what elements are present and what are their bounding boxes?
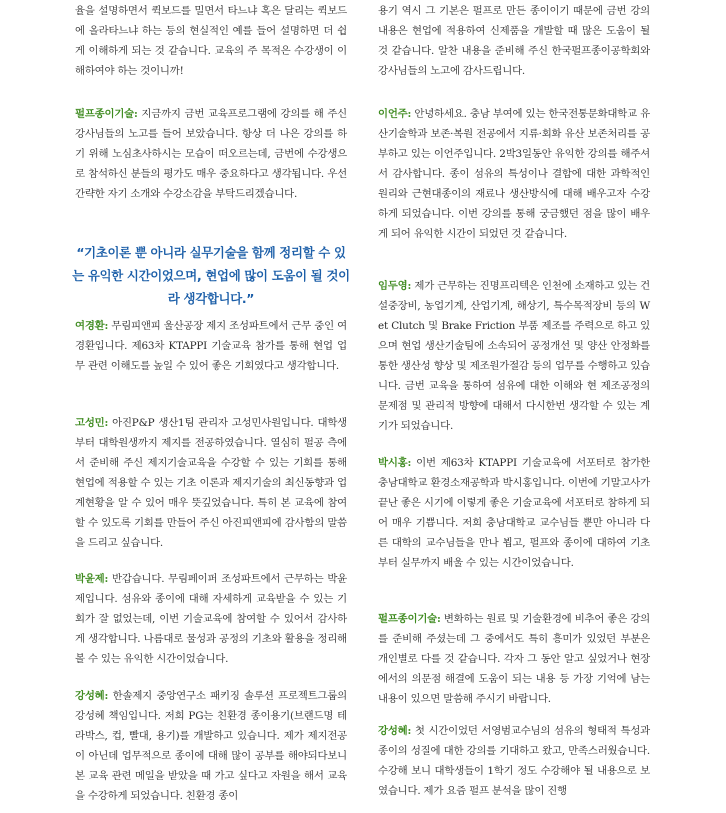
speech-text: 한솔제지 중앙연구소 패키징 솔루션 프로젝트그룹의 강성혜 책임입니다. 저희 PG는 친환경 종이용기(브랜드명 테라박스, 컵, 빨대, 용기)를 개발하고 있습니다. 제가 제지전공이 아닌데 업무적으로 종이에 대해 많이 공부를 해야되다보니 본 교육 관련 메일을 받았을 때 가고 싶다고 자원을 해서 교육을 수강하게 되었습니다. 친환경 종이 — [75, 690, 347, 802]
speaker-name: 여경환: — [75, 320, 109, 332]
right-paragraph-lim — [378, 276, 650, 436]
speaker-name: 펄프종이기술: — [75, 108, 138, 120]
left-paragraph-go — [75, 413, 347, 553]
left-paragraph-intro: 율을 설명하면서 퀵보드를 밀면서 타느냐 혹은 달리는 퀵보드에 올라타느냐 하는 등의 현실적인 예를 들어 설명하면 더 쉽게 이해하게 되는 것 같습니다. 교육의 주 목적은 수강생이 이해하여야 하는 것이니까! — [75, 5, 347, 77]
speaker-name: 임두영: — [378, 280, 412, 292]
right-paragraph-lee — [378, 104, 650, 244]
speech-text: 무림피앤피 울산공장 제지 조성파트에서 근무 중인 여경환입니다. 제63차 KTAPPI 기술교육 참가를 통해 현업 업무 관련 이해도를 높일 수 있어 좋은 기회였다고 생각합니다. — [75, 320, 347, 372]
right-paragraph-intro: 용기 역시 그 기본은 펄프로 만든 종이이기 때문에 금번 강의내용은 현업에 적용하여 신제품을 개발할 때 많은 도움이 될 것 같습니다. 알찬 내용을 준비해 주신 한국펄프종이공학회와 강사님들의 노고에 감사드립니다. — [378, 5, 650, 77]
left-paragraph-yeo — [75, 316, 347, 376]
speaker-name: 강성혜: — [378, 725, 412, 737]
speech-text: 반갑습니다. 무림페이퍼 조성파트에서 근무하는 박윤제입니다. 섬유와 종이에 대해 자세하게 교육받을 수 있는 기회가 잘 없었는데, 이번 기술교육에 참여할 수 있어서 감사하게 생각합니다. 나름대로 물성과 공정의 기초와 활용을 정리해 볼 수 있는 유익한 시간이었습니다. — [75, 573, 347, 665]
speaker-name: 고성민: — [75, 417, 109, 429]
speech-text: 안녕하세요. 충남 부여에 있는 한국전통문화대학교 유산기술학과 보존·복원 전공에서 지류·회화 유산 보존처리를 공부하고 있는 이언주입니다. 2박3일동안 유익한 강의를 해주셔서 감사합니다. 종이 섬유의 특성이나 결합에 대한 과학적인 원리와 근현대종이의 재료나 생산방식에 대해 배우고자 수강하게 되었습니다. 이번 강의를 통해 궁금했던 점을 많이 배우게 되어 유익한 시간이 되었던 것 같습니다. — [378, 108, 650, 240]
speech-text: 아진P&P 생산1팀 관리자 고성민사원입니다. 대학생부터 대학원생까지 제지를 전공하였습니다. 열심히 펄공 측에서 준비해 주신 제지기술교육을 수강할 수 있는 기회를 통해 현업에 적용할 수 있는 기초 이론과 제지기술의 최신동향과 업계현황을 알 수 있어 매우 뜻깊었습니다. 특히 본 교육에 참여할 수 있도록 기회를 만들어 주신 아진피앤피에 감사함의 말씀을 드리고 싶습니다. — [75, 417, 347, 549]
right-paragraph-kang — [378, 721, 650, 801]
speech-text: 지금까지 금번 교육프로그램에 강의를 해 주신 강사님들의 노고를 들어 보았습니다. 항상 더 나은 강의를 하기 위해 노심초사하시는 모습이 떠오르는데, 금번에 수강생으로 참석하신 분들의 평가도 매우 중요하다고 생각됩니다. 우선 간략한 자기 소개와 수강소감을 부탁드리겠습니다. — [75, 108, 347, 200]
left-paragraph-moderator — [75, 104, 347, 204]
left-paragraph-park — [75, 569, 347, 669]
speech-text: 변화하는 원료 및 기술환경에 비추어 좋은 강의를 준비해 주셨는데 그 중에서도 특히 흥미가 있었던 부분은 개인별로 다를 것 같습니다. 각자 그 동안 알고 싶었거나 현장에서의 의문점 해결에 도움이 되는 내용 등 가장 기억에 남는 내용이 있으면 말씀해 주시기 바랍니다. — [378, 613, 650, 705]
left-paragraph-kang — [75, 686, 347, 806]
speaker-name: 박시홍: — [378, 457, 412, 469]
speech-text: 제가 근무하는 진명프리텍은 인천에 소재하고 있는 건설중장비, 농업기계, 산업기계, 해상기, 특수목적장비 등의 Wet Clutch 및 Brake Friction 부품 제조를 주력으로 하고 있으며 현업 생산기술팀에 소속되어 공정개선 및 양산 안정화를 통한 생산성 향상 및 제조원가절감 등의 업무를 수행하고 있습니다. 금번 교육을 통하여 섬유에 대한 이해와 현 제조공정의 문제점 및 관리적 방향에 대해서 다시한번 생각할 수 있는 계기가 되었습니다. — [378, 280, 650, 432]
speaker-name: 펄프종이기술: — [378, 613, 441, 625]
speech-text: 첫 시간이었던 서영범교수님의 섬유의 형태적 특성과 종이의 성질에 대한 강의를 기대하고 왔고, 만족스러웠습니다. 수강해 보니 대학생들이 1학기 정도 수강해야 될 내용으로 보였습니다. 제가 요즘 펄프 분석을 많이 진행 — [378, 725, 650, 797]
speaker-name: 이언주: — [378, 108, 412, 120]
speaker-name: 강성혜: — [75, 690, 109, 702]
pull-quote: “기초이론 뿐 아니라 실무기술을 함께 정리할 수 있는 유익한 시간이었으며, 현업에 많이 도움이 될 것이라 생각합니다.” — [72, 245, 350, 306]
speaker-name: 박윤제: — [75, 573, 109, 585]
right-paragraph-park-sh — [378, 453, 650, 573]
right-paragraph-moderator — [378, 609, 650, 709]
speech-text: 이번 제63차 KTAPPI 기술교육에 서포터로 참가한 충남대학교 환경소재공학과 박시홍입니다. 이번에 기말고사가 끝난 좋은 시기에 이렇게 좋은 기술교육에 서포터로 참하게 되어 매우 기쁩니다. 저희 충남대학교 교수님들 뿐만 아니라 다른 대학의 교수님들을 만나 뵙고, 펄프와 종이에 대하여 기초부터 실무까지 배울 수 있는 시간이었습니다. — [378, 457, 650, 569]
